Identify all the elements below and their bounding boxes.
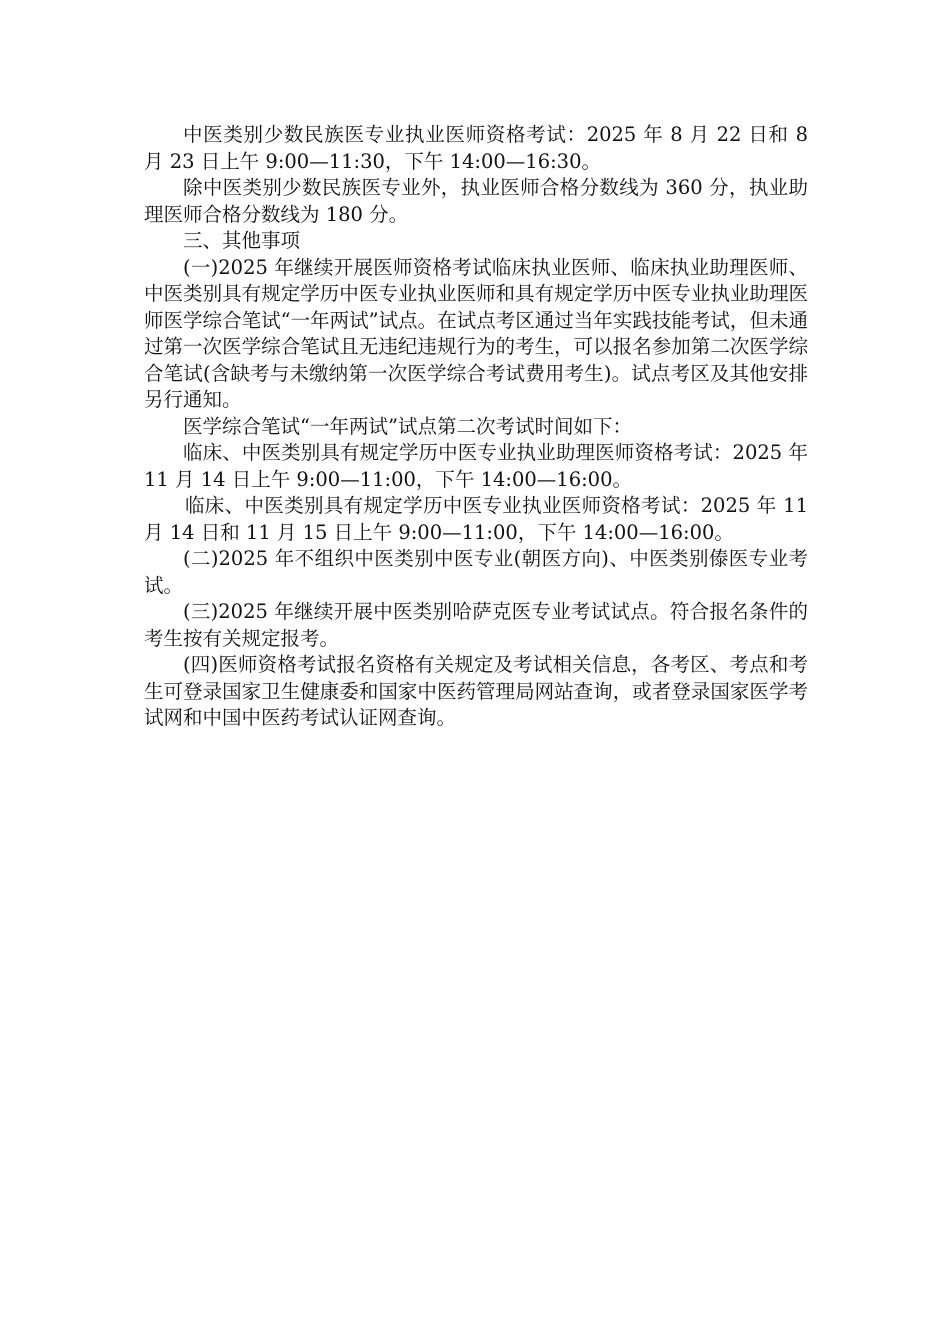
paragraph-item-four: (四)医师资格考试报名资格有关规定及考试相关信息，各考区、考点和考生可登录国家卫生健康委和国家中医药管理局网站查询，或者登录国家医学考试网和中国中医药考试认证网查询。 — [144, 653, 808, 729]
paragraph-ethnic-exam-schedule: 中医类别少数民族医专业执业医师资格考试：2025 年 8 月 22 日和 8 月 23 日上午 9:00—11:30，下午 14:00—16:30。 — [144, 123, 815, 173]
paragraph-physician-exam-schedule: 临床、中医类别具有规定学历中医专业执业医师资格考试：2025 年 11 月 14 日和 11 月 15 日上午 9:00—11:00，下午 14:00—16:00。 — [144, 494, 815, 544]
paragraph-passing-scores: 除中医类别少数民族医专业外，执业医师合格分数线为 360 分，执业助理医师合格分数线为 180 分。 — [144, 176, 808, 226]
paragraph-assistant-exam-schedule: 临床、中医类别具有规定学历中医专业执业助理医师资格考试：2025 年 11 月 14 日上午 9:00—11:00，下午 14:00—16:00。 — [144, 441, 815, 491]
paragraph-item-three: (三)2025 年继续开展中医类别哈萨克医专业考试试点。符合报名条件的考生按有关规定报考。 — [144, 600, 808, 650]
paragraph-second-exam-intro: 医学综合笔试“一年两试”试点第二次考试时间如下： — [183, 414, 632, 438]
paragraph-item-one: (一)2025 年继续开展医师资格考试临床执业医师、临床执业助理医师、中医类别具有规定学历中医专业执业医师和具有规定学历中医专业执业助理医师医学综合笔试“一年两试”试点。在试点考区通过当年实践技能考试，但未通过第一次医学综合笔试且无违纪违规行为的考生，可以报名参加第二次医学综合笔试(含缺考与未缴纳第一次医学综合考试费用考生)。试点考区及其他安排另行通知。 — [144, 255, 808, 411]
paragraph-item-two: (二)2025 年不组织中医类别中医专业(朝医方向)、中医类别傣医专业考试。 — [144, 547, 808, 597]
section-heading-other-matters: 三、其他事项 — [183, 229, 301, 252]
document-body — [144, 122, 815, 732]
